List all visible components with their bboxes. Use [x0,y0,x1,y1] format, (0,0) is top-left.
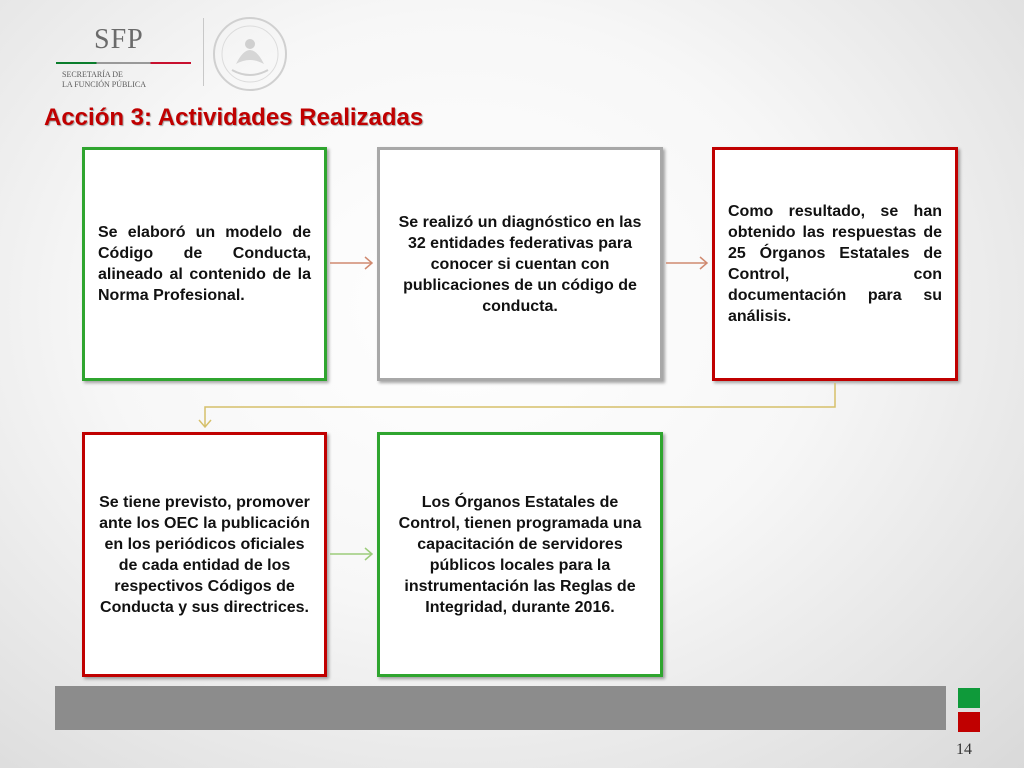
elbow-3-to-4 [199,383,835,427]
activity-text-3: Como resultado, se han obtenido las respuestas de 25 Órganos Estatales de Control, con documentación para su análisis. [728,203,942,325]
activity-text-5: Los Órganos Estatales de Control, tienen programada una capacitación de servidores públicos locales para la instrumentación las Reglas de Integridad, durante 2016. [398,493,642,616]
activity-text-4: Se tiene previsto, promover ante los OEC la publicación en los periódicos oficiales de cada entidad de los respectivos Códigos de Conducta y sus directrices. [99,493,310,616]
arrow-2-to-3 [666,257,707,269]
arrow-1-to-2 [330,257,372,269]
green-square [958,688,980,708]
activity-text-1: Se elaboró un modelo de Código de Conducta, alineado al contenido de la Norma Profesional. [98,224,311,304]
logo-subtitle-line2: LA FUNCIÓN PÚBLICA [62,80,147,89]
footer-bar [55,686,946,730]
page-number: 14 [956,741,972,758]
page-title: Acción 3: Actividades Realizadas [44,104,424,131]
activity-text-2: Se realizó un diagnóstico en las 32 entidades federativas para conocer si cuentan con publicaciones de un código de conducta. [398,213,642,315]
logo-subtitle-line1: SECRETARÍA DE [62,70,123,79]
logo-text: SFP [94,24,144,55]
red-square [958,712,980,732]
arrow-4-to-5 [330,548,372,560]
